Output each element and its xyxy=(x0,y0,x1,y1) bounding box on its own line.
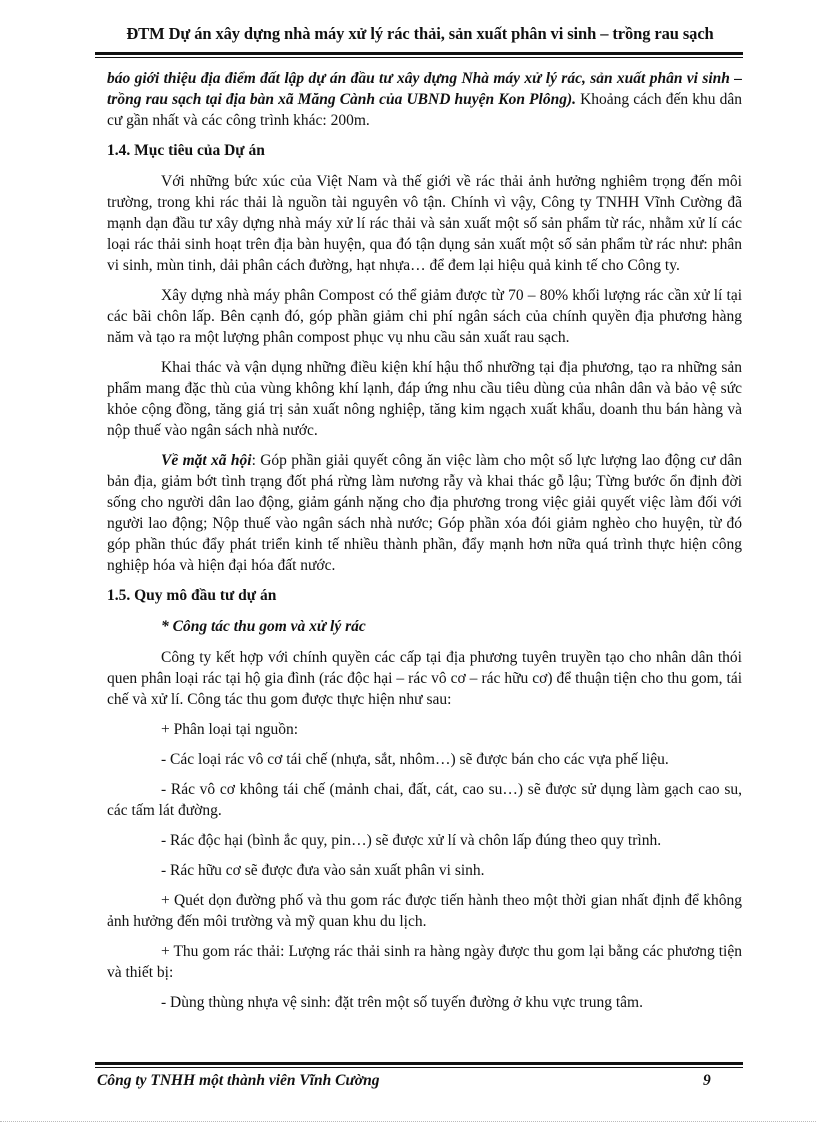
paragraph-location xyxy=(107,68,742,131)
list-item: - Các loại rác vô cơ tái chế (nhựa, sắt, nhôm…) sẽ được bán cho các vựa phế liệu. xyxy=(161,751,669,768)
social-aspect-lead: Về mặt xã hội xyxy=(161,452,252,469)
list-item: - Rác vô cơ không tái chế (mảnh chai, đất, cát, cao su…) sẽ được sử dụng làm gạch cao su, các tấm lát đường. xyxy=(107,781,742,819)
paragraph-location-italic: báo giới thiệu địa điểm đất lập dự án đầu tư xây dựng Nhà máy xử lý rác, sản xuất phân vi sinh – trồng rau sạch tại địa bàn xã Măng Cành của UBND huyện Kon Plông). xyxy=(107,70,742,108)
section-heading-objectives: 1.4. Mục tiêu của Dự án xyxy=(107,142,265,159)
list-item: - Dùng thùng nhựa vệ sinh: đặt trên một số tuyến đường ở khu vực trung tâm. xyxy=(161,994,643,1011)
paragraph-social-aspect xyxy=(107,450,742,576)
footer-rule-thin xyxy=(95,1067,743,1068)
paragraph-collection-intro: Công ty kết hợp với chính quyền các cấp tại địa phương tuyên truyền tạo cho nhân dân thói quen phân loại rác tại hộ gia đình (rác độc hại – rác vô cơ – rác hữu cơ) để thuận tiện cho thu gom, tái chế và xử lí. Công tác thu gom được thực hiện như sau: xyxy=(107,649,742,708)
list-item: - Rác hữu cơ sẽ được đưa vào sản xuất phân vi sinh. xyxy=(161,862,485,879)
paragraph-objectives-1: Với những bức xúc của Việt Nam và thế giới về rác thải ảnh hưởng nghiêm trọng đến môi trường, trong khi rác thải là nguồn tài nguyên vô tận. Chính vì vậy, Công ty TNHH Vĩnh Cường đã mạnh dạn đầu tư xây dựng nhà máy xử lí rác thải và sản xuất một số sản phẩm từ rác, nhằm xử lí các loại rác thải sinh hoạt trên địa bàn huyện, qua đó tận dụng sản xuất một số sản phẩm từ rác như: phân vi sinh, mùn tinh, dải phân cách đường, hạt nhựa… để đem lại hiệu quả kinh tế cho Công ty. xyxy=(107,173,742,274)
header-rule-thin xyxy=(95,57,743,58)
header-rule-thick xyxy=(95,52,743,55)
footer-company: Công ty TNHH một thành viên Vĩnh Cường xyxy=(97,1072,380,1089)
subheading-collection: * Công tác thu gom và xử lý rác xyxy=(161,618,366,635)
list-item: + Quét dọn đường phố và thu gom rác được tiến hành theo một thời gian nhất định để không ảnh hưởng đến môi trường và mỹ quan khu du lịch. xyxy=(107,892,742,930)
document-body xyxy=(107,68,742,1022)
social-aspect-text: : Góp phần giải quyết công ăn việc làm cho một số lực lượng lao động cư dân bản địa, giảm bớt tình trạng đốt phá rừng làm nương rẫy và khai thác gỗ lậu; Từng bước ổn định đời sống cho người dân lao động, giảm gánh nặng cho địa phương trong việc giải quyết việc làm đối với người lao động; Nộp thuế vào ngân sách nhà nước; Góp phần xóa đói giảm nghèo cho huyện, từ đó góp phần thúc đẩy phát triển kinh tế nhiều thành phần, đẩy mạnh hơn nữa quá trình thực hiện công nghiệp hóa và hiện đại hóa đất nước. xyxy=(107,452,742,574)
list-item: + Thu gom rác thải: Lượng rác thải sinh ra hàng ngày được thu gom lại bằng các phương tiện và thiết bị: xyxy=(107,943,742,981)
page-number: 9 xyxy=(703,1072,711,1089)
list-item: + Phân loại tại nguồn: xyxy=(161,721,299,738)
list-item: - Rác độc hại (bình ắc quy, pin…) sẽ được xử lí và chôn lấp đúng theo quy trình. xyxy=(161,832,662,849)
section-heading-scale: 1.5. Quy mô đầu tư dự án xyxy=(107,587,277,604)
paragraph-location-rest: Khoảng cách đến khu dân cư gần nhất và các công trình khác: 200m. xyxy=(107,91,742,129)
paragraph-objectives-3: Khai thác và vận dụng những điều kiện khí hậu thổ nhưỡng tại địa phương, tạo ra những sản phẩm mang đặc thù của vùng không khí lạnh, đáp ứng nhu cầu tiêu dùng của nhân dân và bảo vệ sức khỏe cộng đồng, tăng giá trị sản xuất nông nghiệp, tăng kim ngạch xuất khẩu, doanh thu bán hàng và nộp thuế vào ngân sách nhà nước. xyxy=(107,359,742,439)
footer-rule-thick xyxy=(95,1062,743,1065)
page-break-divider xyxy=(0,1121,816,1122)
paragraph-objectives-2: Xây dựng nhà máy phân Compost có thể giảm được từ 70 – 80% khối lượng rác cần xử lí tại các bãi chôn lấp. Bên cạnh đó, góp phần giảm chi phí ngân sách của chính quyền địa phương hàng năm và tạo ra một lượng phân compost phục vụ nhu cầu sản xuất rau sạch. xyxy=(107,287,742,346)
page-header-title: ĐTM Dự án xây dựng nhà máy xử lý rác thải, sản xuất phân vi sinh – trồng rau sạch xyxy=(126,24,714,43)
